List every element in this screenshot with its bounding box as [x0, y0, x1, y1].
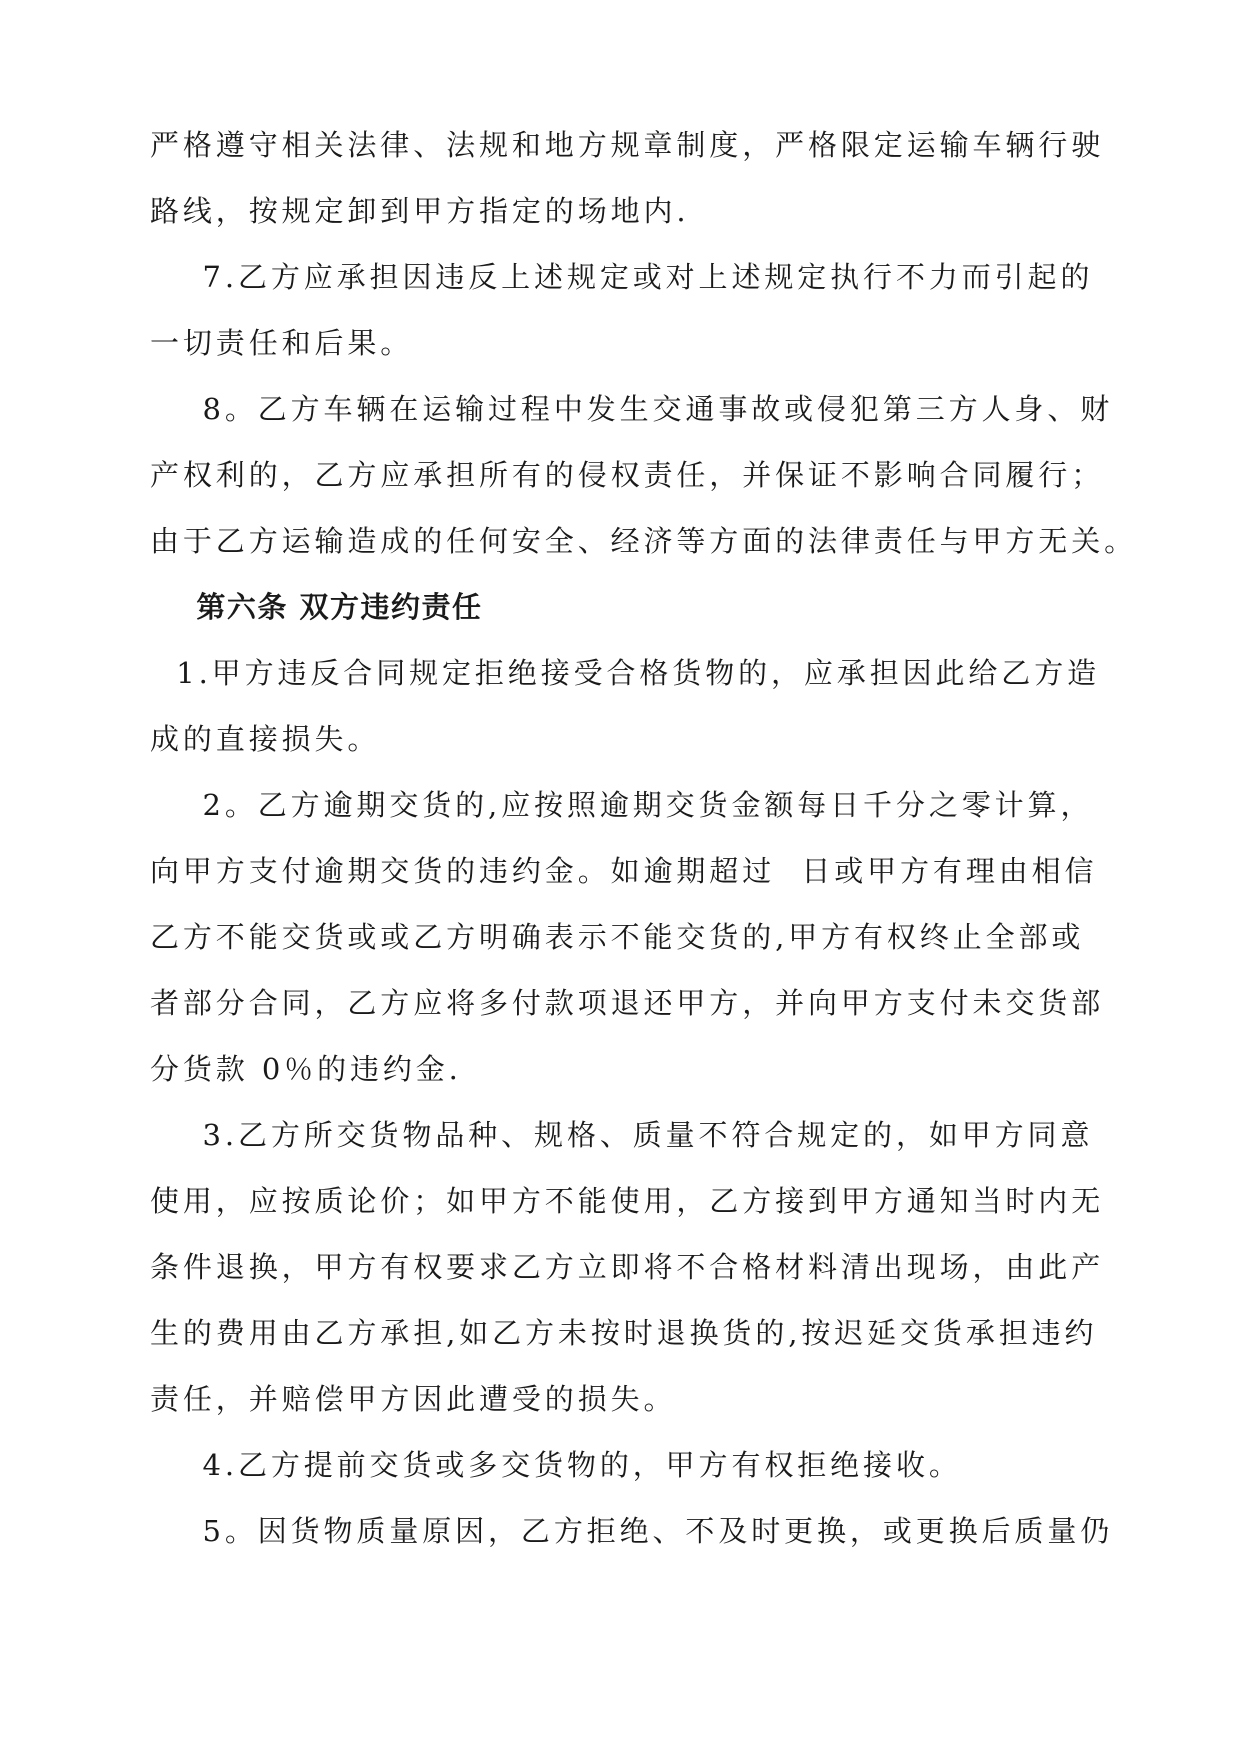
text-line: 8。乙方车辆在运输过程中发生交通事故或侵犯第三方人身、财 [150, 392, 1114, 426]
text-line: 由于乙方运输造成的任何安全、经济等方面的法律责任与甲方无关。 [150, 524, 1138, 558]
text-line: 成的直接损失。 [150, 722, 381, 756]
text-line: 5。因货物质量原因，乙方拒绝、不及时更换，或更换后质量仍 [150, 1514, 1114, 1548]
paragraph-article6-item-3 [150, 1102, 1110, 1432]
text-line: 3.乙方所交货物品种、规格、质量不符合规定的，如甲方同意 [150, 1118, 1094, 1152]
text-line: 条件退换，甲方有权要求乙方立即将不合格材料清出现场，由此产 [150, 1250, 1105, 1284]
text-line: 向甲方支付逾期交货的违约金。如逾期超过 日或甲方有理由相信 [150, 854, 1098, 888]
article-6-heading [150, 574, 1110, 640]
text-line: 严格遵守相关法律、法规和地方规章制度，严格限定运输车辆行驶 [150, 128, 1105, 162]
text-line: 分货款 0％的违约金. [150, 1052, 462, 1086]
text-line: 生的费用由乙方承担,如乙方未按时退换货的,按迟延交货承担违约 [150, 1316, 1098, 1350]
text-line: 者部分合同，乙方应将多付款项退还甲方，并向甲方支付未交货部 [150, 986, 1105, 1020]
paragraph-article6-item-1 [150, 640, 1110, 772]
text-line: 乙方不能交货或或乙方明确表示不能交货的,甲方有权终止全部或 [150, 920, 1085, 954]
paragraph-article6-item-4 [150, 1432, 1110, 1498]
text-line: 1.甲方违反合同规定拒绝接受合格货物的，应承担因此给乙方造 [150, 656, 1101, 690]
paragraph-article6-item-5 [150, 1498, 1114, 1564]
text-line: 产权利的，乙方应承担所有的侵权责任，并保证不影响合同履行； [150, 458, 1105, 492]
paragraph-road-compliance [150, 112, 1110, 244]
text-line: 4.乙方提前交货或多交货物的，甲方有权拒绝接收。 [150, 1448, 962, 1482]
text-line: 路线，按规定卸到甲方指定的场地内. [150, 194, 690, 228]
text-line: 7.乙方应承担因违反上述规定或对上述规定执行不力而引起的 [150, 260, 1094, 294]
paragraph-clause-8 [150, 376, 1138, 574]
paragraph-article6-item-2 [150, 772, 1110, 1102]
text-line: 2。乙方逾期交货的,应按照逾期交货金额每日千分之零计算， [150, 788, 1094, 822]
text-line: 使用，应按质论价；如甲方不能使用，乙方接到甲方通知当时内无 [150, 1184, 1105, 1218]
text-line: 一切责任和后果。 [150, 326, 414, 360]
paragraph-clause-7 [150, 244, 1110, 376]
section-title: 第六条 双方违约责任 [150, 590, 483, 624]
text-line: 责任，并赔偿甲方因此遭受的损失。 [150, 1382, 677, 1416]
